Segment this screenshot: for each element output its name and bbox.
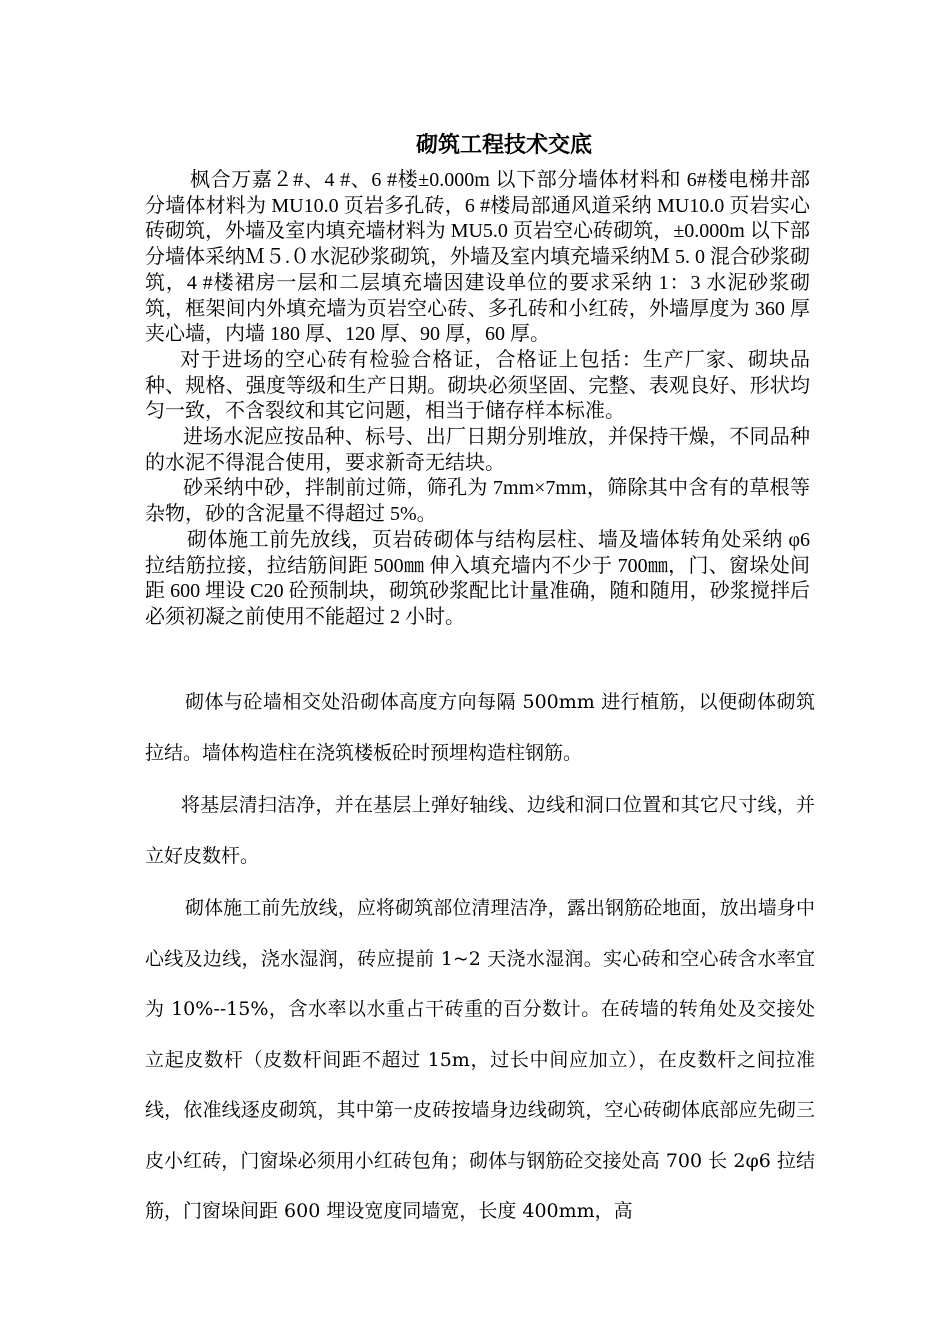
- paragraph-base-cleaning: 将基层清扫洁净，并在基层上弹好轴线、边线和洞口位置和其它尺寸线，并立好皮数杆。: [145, 794, 815, 867]
- paragraph-construction-steps: 砌体施工前先放线，应将砌筑部位清理洁净，露出钢筋砼地面，放出墙身中心线及边线，浇水湿润，砖应提前 1~2 天浇水湿润。实心砖和空心砖含水率宜为 10%--15%，含水率以水重占干砖重的百分数计。在砖墙的转角处及交接处立起皮数杆（皮数杆间距不超过 15m，过长中间应加立），在皮数杆之间拉准线，依准线逐皮砌筑，其中第一皮砖按墙身边线砌筑，空心砖砌体底部应先砌三皮小红砖，门窗垛必须用小红砖包角；砌体与钢筋砼交接处高 700 长 2φ6 拉结筋，门窗垛间距 600 埋设宽度同墙宽，长度 400mm，高: [145, 897, 815, 1222]
- document-body-dense: [145, 168, 810, 631]
- paragraph-cement-storage: 进场水泥应按品种、标号、出厂日期分别堆放，并保持干燥，不同品种的水泥不得混合使用，要求新奇无结块。: [145, 426, 810, 474]
- paragraph-materials: 枫合万嘉２#、4 #、6 #楼±0.000m 以下部分墙体材料和 6#楼电梯井部分墙体材料为 MU10.0 页岩多孔砖，6 #楼局部通风道采纳 MU10.0 页岩实心砖砌筑，外墙及室内填充墙材料为 MU5.0 页岩空心砖砌筑，±0.000m 以下部分墙体采纳Ｍ５.０水泥砂浆砌筑，外墙及室内填充墙采纳Ｍ 5. 0 混合砂浆砌筑，4 #楼裙房一层和二层填充墙因建设单位的要求采纳 1：3 水泥砂浆砌筑，框架间内外填充墙为页岩空心砖、多孔砖和小红砖，外墙厚度为 360 厚夹心墙，内墙 180 厚、120 厚、90 厚，60 厚。: [145, 169, 810, 346]
- document-title: 砌筑工程技术交底: [415, 132, 592, 158]
- paragraph-hollow-brick-inspection: 对于进场的空心砖有检验合格证，合格证上包括：生产厂家、砌块品种、规格、强度等级和生产日期。砌块必须坚固、完整、表观良好、形状均匀一致，不含裂纹和其它问题，相当于储存样本标准。: [145, 348, 810, 423]
- document-body-loose: [145, 677, 815, 1237]
- paragraph-tie-bars: 砌体施工前先放线，页岩砖砌体与结构层柱、墙及墙体转角处采纳 φ6 拉结筋拉接，拉结筋间距 500㎜ 伸入填充墙内不少于 700㎜，门、窗垛处间距 600 埋设 C20 砼预制块，砌筑砂浆配比计量准确，随和随用，砂浆搅拌后必须初凝之前使用不能超过 2 小时。: [145, 528, 810, 628]
- paragraph-planting-bars: 砌体与砼墙相交处沿砌体高度方向每隔 500mm 进行植筋，以便砌体砌筑拉结。墙体构造柱在浇筑楼板砼时预埋构造柱钢筋。: [145, 691, 815, 764]
- paragraph-sand: 砂采纳中砂，拌制前过筛，筛孔为 7mm×7mm，筛除其中含有的草根等杂物，砂的含泥量不得超过 5%。: [145, 477, 810, 526]
